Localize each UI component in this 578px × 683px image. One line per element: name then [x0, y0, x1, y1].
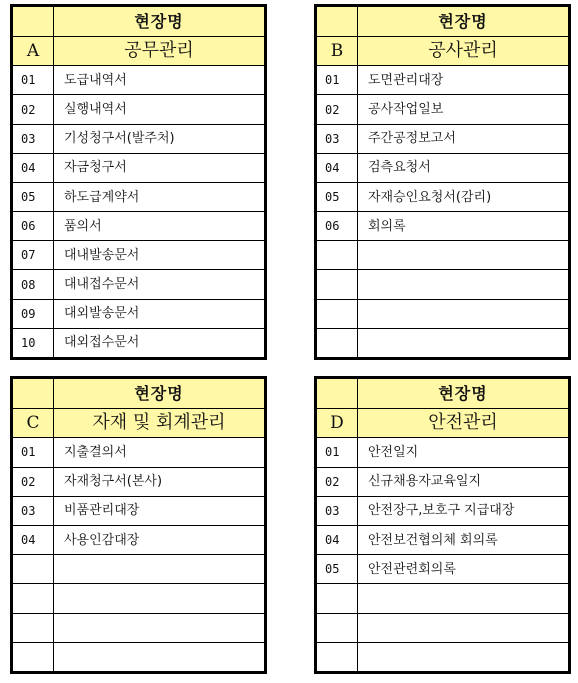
panel-b-row-3: [317, 124, 569, 153]
panel-c-row-3-name: 비품관리대장: [54, 496, 265, 525]
panel-a-header-label: 현장명: [54, 7, 265, 37]
panel-a-row-5-no: 05: [13, 182, 54, 211]
panel-b-row-10: [317, 328, 569, 357]
panel-d-row-3-name: 안전장구,보호구 지급대장: [358, 496, 569, 525]
panel-a-row-1: [13, 66, 265, 95]
panel-b-row-10-no: [317, 328, 358, 357]
panel-d-row-7-no: [317, 613, 358, 642]
panel-c-header-label: 현장명: [54, 379, 265, 409]
panel-b-header-blank: [317, 7, 358, 37]
panel-d-row-1-name: 안전일지: [358, 438, 569, 467]
panel-a-row-1-no: 01: [13, 66, 54, 95]
panel-c-row-3-no: 03: [13, 496, 54, 525]
panel-d-header-row: [317, 379, 569, 409]
panel-d-table: [316, 378, 569, 672]
panel-d-row-1-no: 01: [317, 438, 358, 467]
panel-a-row-1-name: 도급내역서: [54, 66, 265, 95]
panel-b-row-9: [317, 299, 569, 328]
panel-d-row-1: [317, 438, 569, 467]
panel-d-row-2-name: 신규채용자교육일지: [358, 467, 569, 496]
panel-d-row-6-no: [317, 584, 358, 613]
panel-d-row-5-no: 05: [317, 555, 358, 584]
panel-b-row-6: [317, 212, 569, 241]
panel-c-row-5-no: [13, 555, 54, 584]
panel-a-row-10-no: 10: [13, 328, 54, 357]
panel-d-row-8: [317, 642, 569, 671]
panel-a-table: [12, 6, 265, 358]
panel-c-row-7: [13, 613, 265, 642]
panel-b: [314, 4, 571, 360]
panel-d-row-4-no: 04: [317, 525, 358, 554]
panel-d: [314, 376, 571, 674]
panel-d-row-8-no: [317, 642, 358, 671]
panel-b-row-2: [317, 95, 569, 124]
panel-c-row-8: [13, 642, 265, 671]
panel-c-title: 자재 및 회계관리: [54, 409, 265, 438]
panel-a-row-9: [13, 299, 265, 328]
panel-c-row-2-no: 02: [13, 467, 54, 496]
panel-a-row-3-no: 03: [13, 124, 54, 153]
panel-b-row-4-no: 04: [317, 153, 358, 182]
panel-a-row-6-name: 품의서: [54, 212, 265, 241]
panel-b-row-7-no: [317, 241, 358, 270]
panel-a-row-8-no: 08: [13, 270, 54, 299]
panel-d-title-row: [317, 409, 569, 438]
panel-a-title: 공무관리: [54, 37, 265, 66]
panel-d-code: D: [317, 409, 358, 438]
panel-c-row-4-no: 04: [13, 525, 54, 554]
panel-a-row-5: [13, 182, 265, 211]
panel-a-row-5-name: 하도급계약서: [54, 182, 265, 211]
panel-d-row-4-name: 안전보건협의체 회의록: [358, 525, 569, 554]
panel-b-title: 공사관리: [358, 37, 569, 66]
panel-d-row-8-name: [358, 642, 569, 671]
panel-a-row-7-no: 07: [13, 241, 54, 270]
panel-b-row-7-name: [358, 241, 569, 270]
panel-c-table: [12, 378, 265, 672]
panel-d-row-3: [317, 496, 569, 525]
panel-c-row-2-name: 자재청구서(본사): [54, 467, 265, 496]
panel-a-row-10-name: 대외접수문서: [54, 328, 265, 357]
panel-a-row-9-name: 대외발송문서: [54, 299, 265, 328]
panel-b-row-1-name: 도면관리대장: [358, 66, 569, 95]
panel-b-header-row: [317, 7, 569, 37]
panel-a-row-9-no: 09: [13, 299, 54, 328]
panel-c-row-4-name: 사용인감대장: [54, 525, 265, 554]
panel-b-row-9-name: [358, 299, 569, 328]
panel-c-row-4: [13, 525, 265, 554]
panel-d-row-6: [317, 584, 569, 613]
panel-b-table: [316, 6, 569, 358]
panel-c-header-blank: [13, 379, 54, 409]
panel-c-row-5-name: [54, 555, 265, 584]
panel-c-row-8-name: [54, 642, 265, 671]
panel-d-row-5: [317, 555, 569, 584]
panel-b-row-1-no: 01: [317, 66, 358, 95]
panel-c-row-6-no: [13, 584, 54, 613]
panel-a-row-3-name: 기성청구서(발주처): [54, 124, 265, 153]
panel-c-row-6: [13, 584, 265, 613]
panel-a-row-2-name: 실행내역서: [54, 95, 265, 124]
panel-a-row-4-name: 자금청구서: [54, 153, 265, 182]
panel-b-row-6-no: 06: [317, 212, 358, 241]
panel-a-row-4: [13, 153, 265, 182]
panel-a-row-10: [13, 328, 265, 357]
panel-b-row-4: [317, 153, 569, 182]
panel-c-title-row: [13, 409, 265, 438]
panel-a-row-4-no: 04: [13, 153, 54, 182]
panel-c: [10, 376, 267, 674]
panel-c-header-row: [13, 379, 265, 409]
panel-c-row-5: [13, 555, 265, 584]
panel-b-row-5-no: 05: [317, 182, 358, 211]
panel-a-header-row: [13, 7, 265, 37]
panel-d-row-2-no: 02: [317, 467, 358, 496]
panel-d-header-label: 현장명: [358, 379, 569, 409]
panel-c-row-1: [13, 438, 265, 467]
panel-c-row-8-no: [13, 642, 54, 671]
panel-b-row-5-name: 자재승인요청서(감리): [358, 182, 569, 211]
panel-b-title-row: [317, 37, 569, 66]
panel-b-code: B: [317, 37, 358, 66]
panel-a: [10, 4, 267, 360]
panel-c-row-7-name: [54, 613, 265, 642]
panel-b-row-8-name: [358, 270, 569, 299]
panel-d-row-7: [317, 613, 569, 642]
panel-a-row-6: [13, 212, 265, 241]
panel-b-row-5: [317, 182, 569, 211]
panel-d-row-4: [317, 525, 569, 554]
panel-b-row-2-no: 02: [317, 95, 358, 124]
panel-d-row-5-name: 안전관련회의록: [358, 555, 569, 584]
panel-a-row-2-no: 02: [13, 95, 54, 124]
panel-d-row-6-name: [358, 584, 569, 613]
panel-a-code: A: [13, 37, 54, 66]
panel-d-row-3-no: 03: [317, 496, 358, 525]
panel-a-row-2: [13, 95, 265, 124]
panel-c-row-2: [13, 467, 265, 496]
panel-d-row-2: [317, 467, 569, 496]
panel-c-row-7-no: [13, 613, 54, 642]
panel-a-row-8-name: 대내접수문서: [54, 270, 265, 299]
panel-c-row-3: [13, 496, 265, 525]
panel-b-row-3-no: 03: [317, 124, 358, 153]
panel-b-row-2-name: 공사작업일보: [358, 95, 569, 124]
panel-a-header-blank: [13, 7, 54, 37]
panel-b-row-7: [317, 241, 569, 270]
panel-a-row-7-name: 대내발송문서: [54, 241, 265, 270]
panel-c-code: C: [13, 409, 54, 438]
panel-b-row-4-name: 검측요청서: [358, 153, 569, 182]
panel-a-row-6-no: 06: [13, 212, 54, 241]
panel-b-row-3-name: 주간공정보고서: [358, 124, 569, 153]
panel-a-row-8: [13, 270, 265, 299]
panel-c-row-1-no: 01: [13, 438, 54, 467]
panel-b-row-8-no: [317, 270, 358, 299]
panel-c-row-1-name: 지출결의서: [54, 438, 265, 467]
panel-a-title-row: [13, 37, 265, 66]
panel-d-header-blank: [317, 379, 358, 409]
panel-a-row-7: [13, 241, 265, 270]
panel-d-title: 안전관리: [358, 409, 569, 438]
panel-b-row-8: [317, 270, 569, 299]
panel-b-row-10-name: [358, 328, 569, 357]
panel-b-row-9-no: [317, 299, 358, 328]
panel-c-row-6-name: [54, 584, 265, 613]
panel-a-row-3: [13, 124, 265, 153]
panel-d-row-7-name: [358, 613, 569, 642]
panel-b-row-6-name: 회의록: [358, 212, 569, 241]
panel-b-row-1: [317, 66, 569, 95]
panel-b-header-label: 현장명: [358, 7, 569, 37]
